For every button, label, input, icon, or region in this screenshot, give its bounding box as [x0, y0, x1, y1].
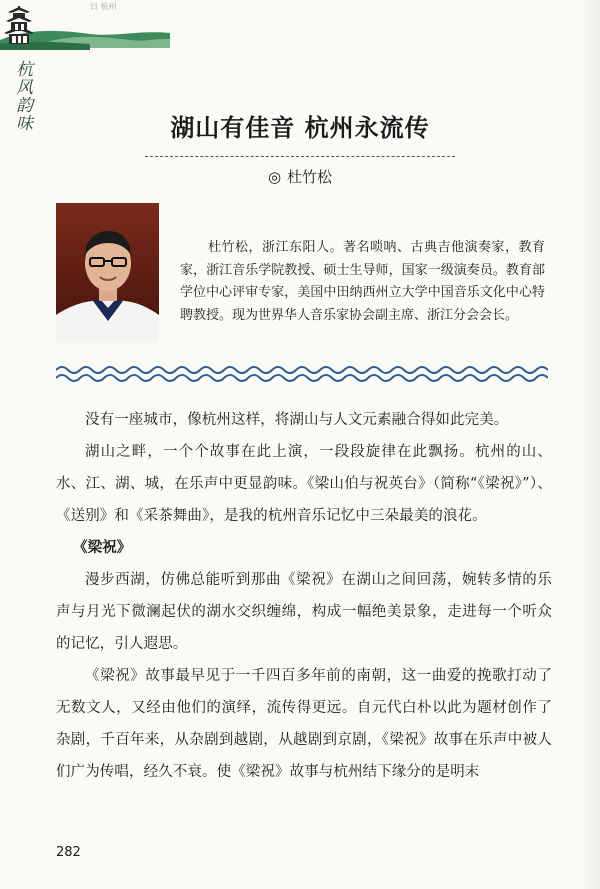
article-title: 湖山有佳音 杭州永流传 — [170, 113, 430, 142]
author-byline — [0, 166, 600, 187]
section-heading: 《梁祝》 — [73, 539, 132, 556]
author-photo — [56, 203, 159, 343]
paragraph: 《梁祝》故事最早见于一千四百多年前的南朝，这一曲爱的挽歌打动了无数文人，又经由他们的演绎，流传得更远。自元代白朴以此为题材创作了杂剧，千百年来，从杂剧到越剧，从越剧到京剧，《梁祝》故事在乐声中被人们广为传唱，经久不衰。使《梁祝》故事与杭州结下缘分的是明末 — [56, 668, 552, 780]
author-bio: 杜竹松，浙江东阳人。著名唢呐、古典吉他演奏家，教育家，浙江音乐学院教授、硕士生导师，国家一级演奏员。教育部学位中心评审专家，美国中田纳西州立大学中国音乐文化中心特聘教授。现为世界华人音乐家协会副主席、浙江分会会长。 — [180, 240, 545, 323]
author-mark-icon: ◎ — [267, 168, 282, 186]
author-name: 杜竹松 — [287, 168, 333, 186]
page-number: 282 — [56, 845, 81, 860]
paragraph: 湖山之畔，一个个故事在此上演，一段段旋律在此飘扬。杭州的山、水、江、湖、城，在乐声中更显韵味。《梁山伯与祝英台》（简称“《梁祝》”）、《送别》和《采茶舞曲》，是我的杭州音乐记忆中三朵最美的浪花。 — [56, 444, 552, 524]
title-divider — [145, 156, 455, 157]
pavilion-logo — [0, 0, 170, 56]
wave-divider — [56, 362, 548, 386]
paragraph: 没有一座城市，像杭州这样，将湖山与人文元素融合得如此完美。 — [85, 412, 509, 428]
article-body — [56, 404, 552, 788]
paragraph: 漫步西湖，仿佛总能听到那曲《梁祝》在湖山之间回荡，婉转多情的乐声与月光下微澜起伏的湖水交织缠绵，构成一幅绝美景象，走进每一个听众的记忆，引人遐思。 — [56, 572, 552, 652]
column-label: 杭风韵味 — [12, 60, 32, 132]
header-subtitle: 日 杭州 — [90, 2, 117, 11]
